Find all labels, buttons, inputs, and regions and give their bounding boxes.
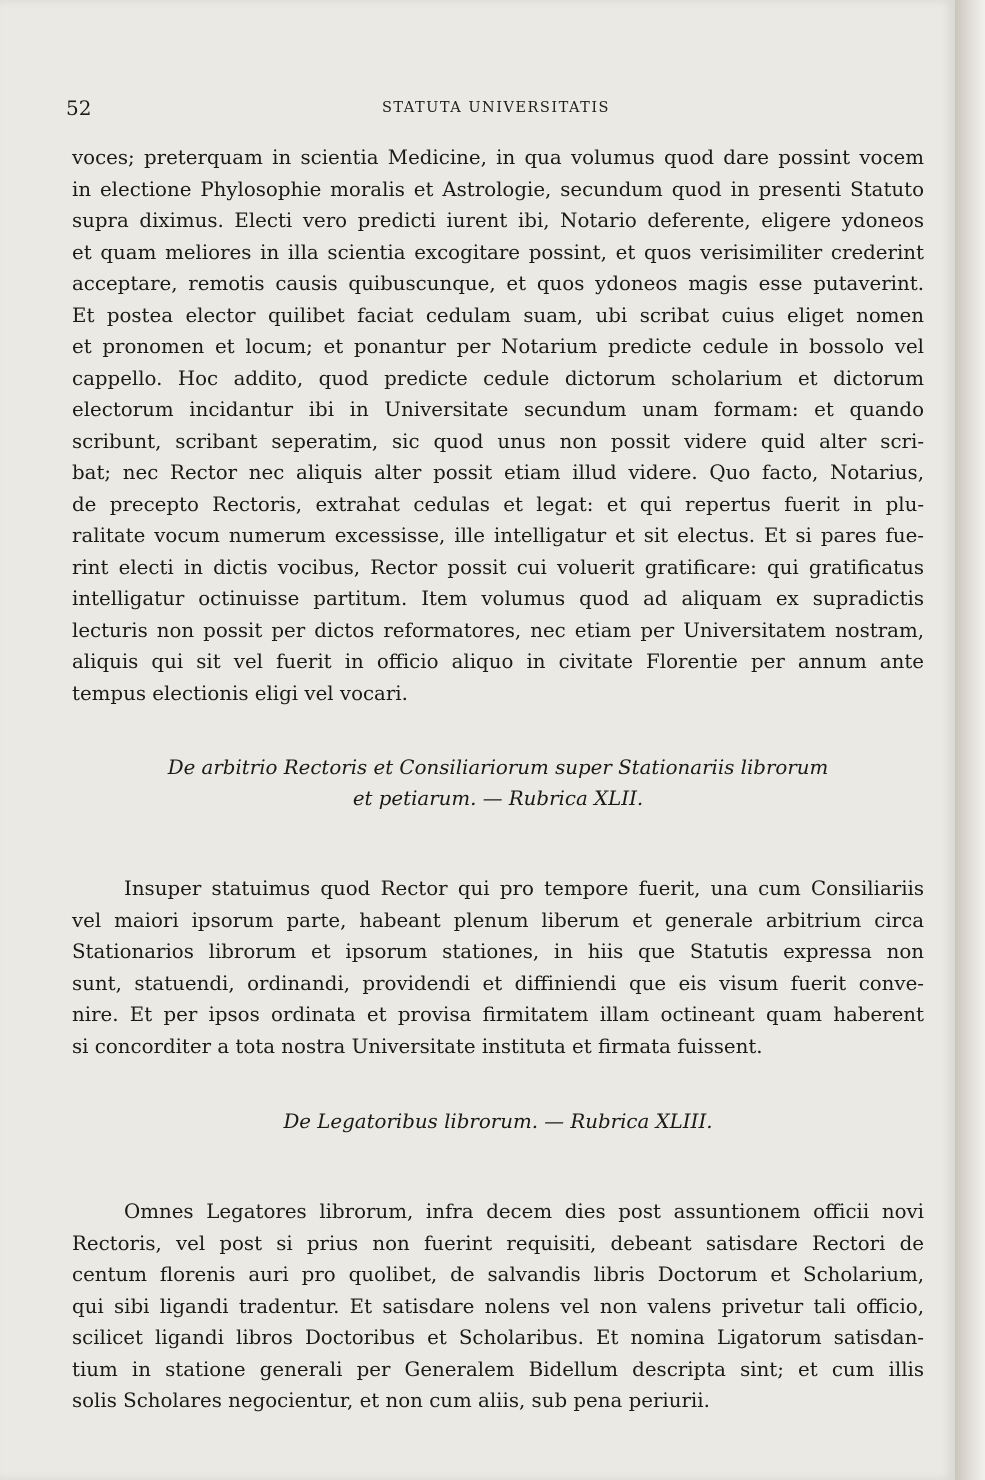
- paragraph-stationarii: [72, 873, 924, 1062]
- heading-line: De Legatoribus librorum. — Rubrica XLIII.: [283, 1110, 713, 1133]
- heading-line: et petiarum. — Rubrica XLII.: [352, 787, 644, 810]
- heading-line: De arbitrio Rectoris et Consiliariorum super Stationariis librorum: [167, 756, 829, 779]
- text-line: sunt, statuendi, ordinandi, providendi et diffiniendi que eis visum fuerit conve-: [72, 971, 924, 995]
- text-line: tium in statione generali per Generalem Bidellum descripta sint; et cum illis: [72, 1357, 924, 1381]
- text-line: intelligatur octinuisse partitum. Item volumus quod ad aliquam ex supradictis: [72, 587, 924, 610]
- paragraph-statute-election: [72, 142, 924, 709]
- page-number: 52: [66, 96, 92, 120]
- text-line: scribunt, scribant seperatim, sic quod unus non possit videre quid alter scri-: [72, 429, 924, 453]
- text-line: Stationarios librorum et ipsorum stationes, in hiis que Statutis expressa non: [72, 940, 924, 963]
- text-line: de precepto Rectoris, extrahat cedulas et legat: et qui repertus fuerit in plu-: [72, 492, 924, 516]
- text-line: electorum incidantur ibi in Universitate secundum unam formam: et quando: [72, 398, 924, 421]
- page-edge: [955, 0, 985, 1480]
- text-line: nire. Et per ipsos ordinata et provisa firmitatem illam octineant quam haberent: [72, 1003, 924, 1026]
- text-line: et pronomen et locum; et ponantur per Notarium predicte cedule in bossolo vel: [72, 335, 924, 358]
- rubric-heading-xlii: [72, 752, 924, 814]
- rubric-heading-xliii: [72, 1106, 924, 1137]
- text-line: scilicet ligandi libros Doctoribus et Scholaribus. Et nomina Ligatorum satisdan-: [72, 1326, 924, 1349]
- text-line: Rectoris, vel post si prius non fuerint requisiti, debeant satisdare Rectori de: [72, 1231, 924, 1255]
- text-line: rint electi in dictis vocibus, Rector possit cui voluerit gratificare: qui gratificatus: [72, 555, 924, 579]
- running-title: STATUTA UNIVERSITATIS: [381, 100, 610, 116]
- text-line: tempus electionis eligi vel vocari.: [72, 681, 408, 705]
- text-line: acceptare, remotis causis quibuscunque, et quos ydoneos magis esse putaverint.: [72, 272, 924, 295]
- text-line: bat; nec Rector nec aliquis alter possit etiam illud videre. Quo facto, Notarius,: [72, 461, 924, 484]
- text-line: qui sibi ligandi tradentur. Et satisdare nolens vel non valens privetur tali officio,: [72, 1294, 924, 1318]
- text-line: supra diximus. Electi vero predicti iurent ibi, Notario deferente, eligere ydoneos: [72, 209, 924, 232]
- text-line: ralitate vocum numerum excessisse, ille intelligatur et sit electus. Et si pares fue-: [72, 524, 924, 547]
- text-line: aliquis qui sit vel fuerit in officio aliquo in civitate Florentie per annum ante: [72, 650, 924, 673]
- text-line: solis Scholares negocientur, et non cum aliis, sub pena periurii.: [72, 1389, 710, 1412]
- text-line: voces; preterquam in scientia Medicine, in qua volumus quod dare possint vocem: [72, 146, 924, 169]
- text-line: Insuper statuimus quod Rector qui pro tempore fuerit, una cum Consiliariis: [124, 877, 924, 900]
- text-line: vel maiori ipsorum parte, habeant plenum liberum et generale arbitrium circa: [72, 908, 924, 932]
- text-line: lecturis non possit per dictos reformatores, nec etiam per Universitatem nostram,: [72, 618, 924, 642]
- text-line: Omnes Legatores librorum, infra decem dies post assuntionem officii novi: [124, 1200, 924, 1223]
- text-line: cappello. Hoc addito, quod predicte cedule dictorum scholarium et dictorum: [72, 366, 924, 390]
- text-line: in electione Phylosophie moralis et Astrologie, secundum quod in presenti Statuto: [72, 177, 924, 201]
- text-line: centum florenis auri pro quolibet, de salvandis libris Doctorum et Scholarium,: [72, 1263, 924, 1286]
- text-line: et quam meliores in illa scientia excogitare possint, et quos verisimiliter crederint: [72, 240, 924, 264]
- text-line: si concorditer a tota nostra Universitate instituta et firmata fuissent.: [72, 1034, 763, 1058]
- page-header: [66, 96, 926, 126]
- text-line: Et postea elector quilibet faciat cedulam suam, ubi scribat cuius eliget nomen: [72, 303, 924, 327]
- paragraph-legatores: [72, 1196, 924, 1417]
